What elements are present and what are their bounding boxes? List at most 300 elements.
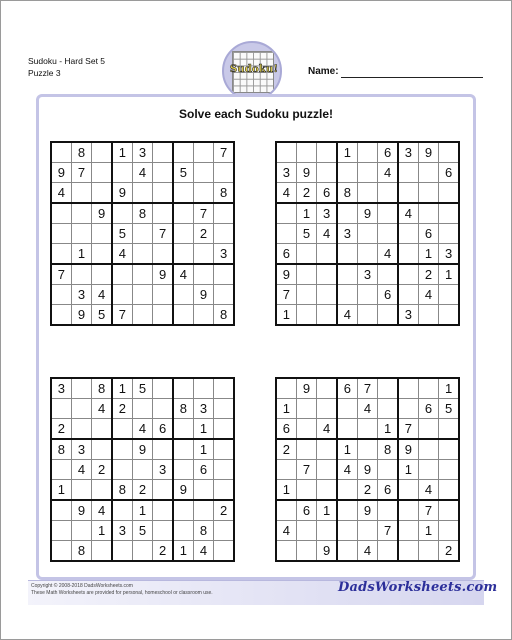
- given-cell: 6: [153, 419, 173, 439]
- grid-row: [276, 183, 459, 203]
- given-cell: 1: [276, 305, 296, 325]
- sudoku-grid-2: [275, 141, 460, 326]
- empty-cell[interactable]: [51, 223, 71, 243]
- empty-cell[interactable]: [398, 520, 418, 540]
- empty-cell[interactable]: [357, 419, 377, 439]
- empty-cell[interactable]: [92, 142, 112, 162]
- grid-row: [276, 378, 459, 398]
- empty-cell[interactable]: [193, 162, 213, 182]
- empty-cell[interactable]: [439, 183, 459, 203]
- given-cell: 7: [357, 378, 377, 398]
- empty-cell[interactable]: [398, 264, 418, 284]
- empty-cell[interactable]: [418, 183, 438, 203]
- empty-cell[interactable]: [193, 142, 213, 162]
- empty-cell[interactable]: [337, 244, 357, 264]
- given-cell: 2: [51, 419, 71, 439]
- given-cell: 4: [193, 541, 213, 561]
- empty-cell[interactable]: [173, 439, 193, 459]
- empty-cell[interactable]: [214, 520, 234, 540]
- given-cell: 1: [193, 439, 213, 459]
- given-cell: 4: [92, 284, 112, 304]
- given-cell: 5: [439, 398, 459, 418]
- empty-cell[interactable]: [296, 284, 316, 304]
- empty-cell[interactable]: [92, 183, 112, 203]
- empty-cell[interactable]: [71, 378, 91, 398]
- empty-cell[interactable]: [173, 520, 193, 540]
- empty-cell[interactable]: [418, 162, 438, 182]
- empty-cell[interactable]: [153, 183, 173, 203]
- empty-cell[interactable]: [51, 305, 71, 325]
- empty-cell[interactable]: [173, 142, 193, 162]
- sudoku-grid-1: [50, 141, 235, 326]
- given-cell: 1: [439, 264, 459, 284]
- grid-row: [51, 284, 234, 304]
- empty-cell[interactable]: [337, 264, 357, 284]
- given-cell: 1: [173, 541, 193, 561]
- empty-cell[interactable]: [357, 439, 377, 459]
- given-cell: 4: [337, 459, 357, 479]
- empty-cell[interactable]: [92, 162, 112, 182]
- empty-cell[interactable]: [214, 439, 234, 459]
- empty-cell[interactable]: [439, 459, 459, 479]
- empty-cell[interactable]: [317, 244, 337, 264]
- empty-cell[interactable]: [71, 223, 91, 243]
- empty-cell[interactable]: [71, 419, 91, 439]
- empty-cell[interactable]: [214, 459, 234, 479]
- empty-cell[interactable]: [439, 203, 459, 223]
- given-cell: 7: [153, 223, 173, 243]
- empty-cell[interactable]: [276, 142, 296, 162]
- empty-cell[interactable]: [317, 398, 337, 418]
- given-cell: 6: [276, 244, 296, 264]
- empty-cell[interactable]: [378, 541, 398, 561]
- given-cell: 6: [276, 419, 296, 439]
- empty-cell[interactable]: [193, 378, 213, 398]
- empty-cell[interactable]: [296, 305, 316, 325]
- empty-cell[interactable]: [337, 541, 357, 561]
- empty-cell[interactable]: [112, 541, 132, 561]
- empty-cell[interactable]: [398, 541, 418, 561]
- empty-cell[interactable]: [92, 244, 112, 264]
- empty-cell[interactable]: [418, 203, 438, 223]
- empty-cell[interactable]: [153, 398, 173, 418]
- empty-cell[interactable]: [357, 223, 377, 243]
- given-cell: 8: [214, 183, 234, 203]
- given-cell: 1: [317, 500, 337, 520]
- given-cell: 3: [71, 284, 91, 304]
- empty-cell[interactable]: [71, 480, 91, 500]
- empty-cell[interactable]: [173, 500, 193, 520]
- grid-row: [276, 264, 459, 284]
- empty-cell[interactable]: [378, 264, 398, 284]
- grid-row: [276, 284, 459, 304]
- empty-cell[interactable]: [193, 305, 213, 325]
- empty-cell[interactable]: [357, 305, 377, 325]
- worksheet-title: Sudoku - Hard Set 5: [28, 56, 106, 66]
- given-cell: 7: [71, 162, 91, 182]
- empty-cell[interactable]: [153, 305, 173, 325]
- empty-cell[interactable]: [51, 203, 71, 223]
- empty-cell[interactable]: [276, 223, 296, 243]
- empty-cell[interactable]: [418, 378, 438, 398]
- empty-cell[interactable]: [317, 459, 337, 479]
- empty-cell[interactable]: [71, 520, 91, 540]
- empty-cell[interactable]: [132, 459, 152, 479]
- empty-cell[interactable]: [193, 264, 213, 284]
- empty-cell[interactable]: [173, 459, 193, 479]
- given-cell: 9: [296, 162, 316, 182]
- empty-cell[interactable]: [153, 203, 173, 223]
- given-cell: 2: [132, 480, 152, 500]
- given-cell: 4: [132, 419, 152, 439]
- logo-text: Sudoku!: [229, 64, 279, 75]
- empty-cell[interactable]: [296, 244, 316, 264]
- grid-row: [51, 203, 234, 223]
- empty-cell[interactable]: [51, 244, 71, 264]
- grid-row: [276, 480, 459, 500]
- empty-cell[interactable]: [153, 142, 173, 162]
- grid-row: [276, 419, 459, 439]
- empty-cell[interactable]: [398, 183, 418, 203]
- empty-cell[interactable]: [317, 378, 337, 398]
- empty-cell[interactable]: [112, 203, 132, 223]
- copyright: [31, 583, 213, 597]
- empty-cell[interactable]: [214, 162, 234, 182]
- empty-cell[interactable]: [112, 439, 132, 459]
- given-cell: 8: [92, 378, 112, 398]
- empty-cell[interactable]: [214, 541, 234, 561]
- copyright-line: Copyright © 2008-2018 DadsWorksheets.com: [31, 583, 133, 589]
- given-cell: 3: [153, 459, 173, 479]
- empty-cell[interactable]: [92, 419, 112, 439]
- empty-cell[interactable]: [378, 183, 398, 203]
- empty-cell[interactable]: [296, 264, 316, 284]
- empty-cell[interactable]: [153, 439, 173, 459]
- given-cell: 8: [173, 398, 193, 418]
- empty-cell[interactable]: [296, 520, 316, 540]
- empty-cell[interactable]: [398, 162, 418, 182]
- empty-cell[interactable]: [132, 264, 152, 284]
- empty-cell[interactable]: [132, 541, 152, 561]
- given-cell: 2: [112, 398, 132, 418]
- empty-cell[interactable]: [112, 284, 132, 304]
- given-cell: 1: [51, 480, 71, 500]
- sudoku-grid-3: [50, 377, 235, 562]
- grid-row: [51, 500, 234, 520]
- empty-cell[interactable]: [51, 284, 71, 304]
- empty-cell[interactable]: [439, 305, 459, 325]
- given-cell: 8: [193, 520, 213, 540]
- empty-cell[interactable]: [92, 264, 112, 284]
- empty-cell[interactable]: [439, 284, 459, 304]
- empty-cell[interactable]: [51, 541, 71, 561]
- empty-cell[interactable]: [378, 305, 398, 325]
- name-field-line[interactable]: [341, 77, 483, 78]
- empty-cell[interactable]: [214, 284, 234, 304]
- empty-cell[interactable]: [398, 284, 418, 304]
- given-cell: 9: [71, 500, 91, 520]
- empty-cell[interactable]: [439, 500, 459, 520]
- empty-cell[interactable]: [317, 264, 337, 284]
- empty-cell[interactable]: [51, 500, 71, 520]
- empty-cell[interactable]: [296, 480, 316, 500]
- grid-row: [276, 459, 459, 479]
- given-cell: 5: [173, 162, 193, 182]
- grid-row: [51, 541, 234, 561]
- given-cell: 3: [132, 142, 152, 162]
- given-cell: 9: [418, 142, 438, 162]
- empty-cell[interactable]: [173, 183, 193, 203]
- empty-cell[interactable]: [173, 305, 193, 325]
- empty-cell[interactable]: [92, 439, 112, 459]
- given-cell: 9: [296, 378, 316, 398]
- given-cell: 9: [153, 264, 173, 284]
- given-cell: 4: [276, 520, 296, 540]
- empty-cell[interactable]: [193, 183, 213, 203]
- empty-cell[interactable]: [214, 378, 234, 398]
- empty-cell[interactable]: [378, 203, 398, 223]
- empty-cell[interactable]: [317, 162, 337, 182]
- given-cell: 4: [418, 480, 438, 500]
- empty-cell[interactable]: [357, 244, 377, 264]
- empty-cell[interactable]: [337, 203, 357, 223]
- given-cell: 1: [92, 520, 112, 540]
- empty-cell[interactable]: [173, 284, 193, 304]
- empty-cell[interactable]: [153, 244, 173, 264]
- empty-cell[interactable]: [296, 419, 316, 439]
- given-cell: 9: [132, 439, 152, 459]
- given-cell: 4: [357, 541, 377, 561]
- empty-cell[interactable]: [317, 142, 337, 162]
- given-cell: 3: [51, 378, 71, 398]
- given-cell: 9: [112, 183, 132, 203]
- given-cell: 8: [337, 183, 357, 203]
- empty-cell[interactable]: [112, 264, 132, 284]
- given-cell: 5: [296, 223, 316, 243]
- empty-cell[interactable]: [296, 439, 316, 459]
- empty-cell[interactable]: [439, 419, 459, 439]
- given-cell: 9: [357, 500, 377, 520]
- empty-cell[interactable]: [112, 162, 132, 182]
- empty-cell[interactable]: [173, 203, 193, 223]
- given-cell: 4: [398, 203, 418, 223]
- empty-cell[interactable]: [276, 541, 296, 561]
- given-cell: 5: [132, 378, 152, 398]
- given-cell: 4: [337, 305, 357, 325]
- empty-cell[interactable]: [357, 284, 377, 304]
- empty-cell[interactable]: [153, 520, 173, 540]
- empty-cell[interactable]: [153, 480, 173, 500]
- empty-cell[interactable]: [337, 284, 357, 304]
- given-cell: 3: [193, 398, 213, 418]
- given-cell: 8: [214, 305, 234, 325]
- given-cell: 1: [276, 480, 296, 500]
- given-cell: 4: [378, 244, 398, 264]
- empty-cell[interactable]: [173, 419, 193, 439]
- empty-cell[interactable]: [378, 398, 398, 418]
- empty-cell[interactable]: [317, 520, 337, 540]
- given-cell: 2: [357, 480, 377, 500]
- empty-cell[interactable]: [398, 244, 418, 264]
- empty-cell[interactable]: [418, 459, 438, 479]
- empty-cell[interactable]: [92, 541, 112, 561]
- empty-cell[interactable]: [439, 142, 459, 162]
- given-cell: 6: [378, 480, 398, 500]
- given-cell: 1: [398, 459, 418, 479]
- given-cell: 9: [173, 480, 193, 500]
- empty-cell[interactable]: [92, 480, 112, 500]
- empty-cell[interactable]: [132, 305, 152, 325]
- empty-cell[interactable]: [214, 223, 234, 243]
- grid-row: [276, 520, 459, 540]
- empty-cell[interactable]: [92, 223, 112, 243]
- empty-cell[interactable]: [378, 459, 398, 479]
- empty-cell[interactable]: [51, 520, 71, 540]
- empty-cell[interactable]: [418, 305, 438, 325]
- empty-cell[interactable]: [276, 378, 296, 398]
- empty-cell[interactable]: [337, 480, 357, 500]
- given-cell: 6: [378, 142, 398, 162]
- given-cell: 2: [193, 223, 213, 243]
- empty-cell[interactable]: [418, 439, 438, 459]
- empty-cell[interactable]: [132, 223, 152, 243]
- grid-row: [276, 203, 459, 223]
- empty-cell[interactable]: [173, 378, 193, 398]
- empty-cell[interactable]: [112, 459, 132, 479]
- empty-cell[interactable]: [276, 459, 296, 479]
- grid-row: [51, 520, 234, 540]
- grid-row: [51, 223, 234, 243]
- empty-cell[interactable]: [71, 264, 91, 284]
- empty-cell[interactable]: [337, 419, 357, 439]
- given-cell: 7: [418, 500, 438, 520]
- given-cell: 1: [296, 203, 316, 223]
- grid-row: [276, 142, 459, 162]
- empty-cell[interactable]: [173, 223, 193, 243]
- empty-cell[interactable]: [193, 244, 213, 264]
- given-cell: 3: [439, 244, 459, 264]
- grid-row: [276, 439, 459, 459]
- empty-cell[interactable]: [214, 480, 234, 500]
- empty-cell[interactable]: [418, 419, 438, 439]
- empty-cell[interactable]: [153, 500, 173, 520]
- empty-cell[interactable]: [132, 183, 152, 203]
- empty-cell[interactable]: [317, 480, 337, 500]
- empty-cell[interactable]: [132, 398, 152, 418]
- empty-cell[interactable]: [214, 203, 234, 223]
- given-cell: 9: [193, 284, 213, 304]
- empty-cell[interactable]: [193, 480, 213, 500]
- given-cell: 9: [71, 305, 91, 325]
- given-cell: 5: [92, 305, 112, 325]
- empty-cell[interactable]: [337, 500, 357, 520]
- empty-cell[interactable]: [214, 264, 234, 284]
- grid-row: [51, 419, 234, 439]
- empty-cell[interactable]: [378, 378, 398, 398]
- empty-cell[interactable]: [439, 439, 459, 459]
- empty-cell[interactable]: [214, 398, 234, 418]
- empty-cell[interactable]: [398, 480, 418, 500]
- empty-cell[interactable]: [153, 378, 173, 398]
- empty-cell[interactable]: [71, 398, 91, 418]
- empty-cell[interactable]: [378, 500, 398, 520]
- given-cell: 4: [317, 223, 337, 243]
- given-cell: 9: [317, 541, 337, 561]
- empty-cell[interactable]: [378, 223, 398, 243]
- sudoku-logo: [222, 41, 282, 101]
- empty-cell[interactable]: [439, 520, 459, 540]
- empty-cell[interactable]: [51, 398, 71, 418]
- given-cell: 6: [296, 500, 316, 520]
- given-cell: 9: [398, 439, 418, 459]
- given-cell: 6: [418, 223, 438, 243]
- empty-cell[interactable]: [317, 284, 337, 304]
- empty-cell[interactable]: [357, 162, 377, 182]
- empty-cell[interactable]: [173, 244, 193, 264]
- empty-cell[interactable]: [51, 142, 71, 162]
- empty-cell[interactable]: [317, 305, 337, 325]
- empty-cell[interactable]: [439, 223, 459, 243]
- empty-cell[interactable]: [132, 284, 152, 304]
- grid-row: [51, 264, 234, 284]
- given-cell: 6: [193, 459, 213, 479]
- instructions: Solve each Sudoku puzzle!: [178, 107, 334, 121]
- empty-cell[interactable]: [357, 183, 377, 203]
- given-cell: 2: [153, 541, 173, 561]
- empty-cell[interactable]: [112, 500, 132, 520]
- empty-cell[interactable]: [337, 520, 357, 540]
- given-cell: 2: [439, 541, 459, 561]
- empty-cell[interactable]: [193, 500, 213, 520]
- empty-cell[interactable]: [153, 284, 173, 304]
- given-cell: 6: [418, 398, 438, 418]
- grid-row: [276, 541, 459, 561]
- empty-cell[interactable]: [398, 398, 418, 418]
- empty-cell[interactable]: [296, 142, 316, 162]
- empty-cell[interactable]: [439, 480, 459, 500]
- given-cell: 7: [276, 284, 296, 304]
- empty-cell[interactable]: [132, 244, 152, 264]
- empty-cell[interactable]: [296, 541, 316, 561]
- given-cell: 2: [418, 264, 438, 284]
- empty-cell[interactable]: [112, 419, 132, 439]
- empty-cell[interactable]: [214, 419, 234, 439]
- given-cell: 1: [132, 500, 152, 520]
- given-cell: 1: [276, 398, 296, 418]
- given-cell: 9: [357, 459, 377, 479]
- empty-cell[interactable]: [71, 203, 91, 223]
- empty-cell[interactable]: [398, 223, 418, 243]
- empty-cell[interactable]: [276, 500, 296, 520]
- empty-cell[interactable]: [337, 398, 357, 418]
- empty-cell[interactable]: [276, 203, 296, 223]
- empty-cell[interactable]: [296, 398, 316, 418]
- empty-cell[interactable]: [153, 162, 173, 182]
- given-cell: 5: [132, 520, 152, 540]
- empty-cell[interactable]: [398, 378, 418, 398]
- empty-cell[interactable]: [71, 183, 91, 203]
- empty-cell[interactable]: [337, 162, 357, 182]
- empty-cell[interactable]: [357, 142, 377, 162]
- given-cell: 6: [317, 183, 337, 203]
- brand-logo: DadsWorksheets.com: [338, 580, 498, 595]
- empty-cell[interactable]: [357, 520, 377, 540]
- empty-cell[interactable]: [398, 500, 418, 520]
- empty-cell[interactable]: [418, 541, 438, 561]
- empty-cell[interactable]: [51, 459, 71, 479]
- empty-cell[interactable]: [317, 439, 337, 459]
- given-cell: 9: [357, 203, 377, 223]
